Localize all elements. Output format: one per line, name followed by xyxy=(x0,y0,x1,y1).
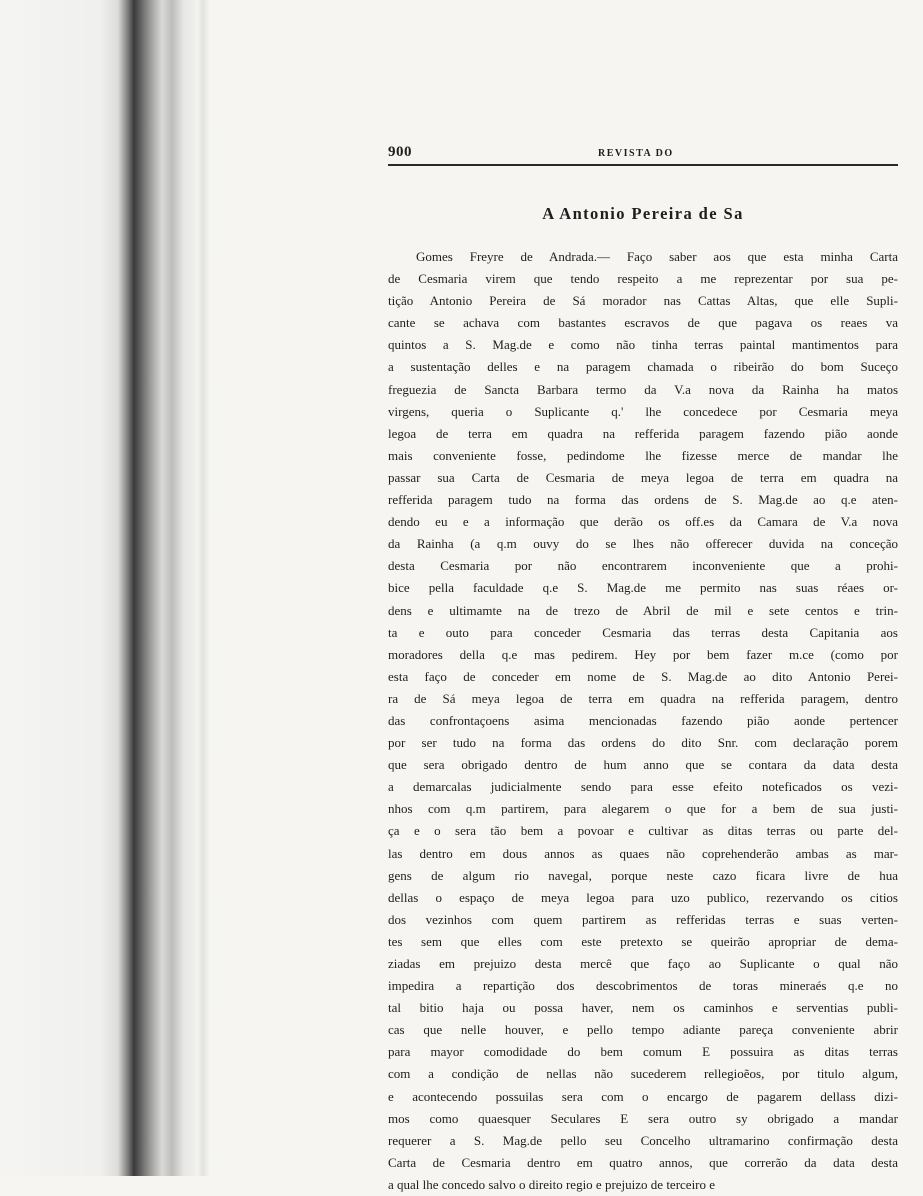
text-line: tal bitio haja ou possa haver, nem os caminhos e serventias publi- xyxy=(388,1000,898,1016)
text-line: Gomes Freyre de Andrada.— Faço saber aos que esta minha Carta xyxy=(416,249,898,264)
text-line: impedira a repartição dos descobrimentos de toras mineraés q.e no xyxy=(388,978,898,994)
page-number: 900 xyxy=(388,144,412,160)
text-line: cante se achava com bastantes escravos de que pagava os reaes va xyxy=(388,315,898,331)
text-line: freguezia de Sancta Barbara termo da V.a nova da Rainha ha matos xyxy=(388,381,898,397)
text-line: que sera obrigado dentro de hum anno que se contara da data desta xyxy=(388,757,898,773)
book-page xyxy=(388,140,898,1196)
text-line: de Cesmaria virem que tendo respeito a me reprezentar por sua pe- xyxy=(388,271,898,287)
text-line: tição Antonio Pereira de Sá morador nas Cattas Altas, que elle Supli- xyxy=(388,293,898,309)
journal-title: REVISTA DO xyxy=(598,148,674,159)
text-line: cas que nelle houver, e pello tempo adiante pareça conveniente abrir xyxy=(388,1022,898,1038)
text-line: mos como quaesquer Seculares E sera outro sy obrigado a mandar xyxy=(388,1110,898,1126)
text-line: requerer a S. Mag.de pello seu Concelho ultramarino confirmação desta xyxy=(388,1132,898,1148)
text-line: para mayor comodidade do bem comum E possuira as ditas terras xyxy=(388,1044,898,1060)
text-line: das confrontaçoens asima mencionadas fazendo pião aonde pertencer xyxy=(388,712,898,728)
text-line: ta e outo para conceder Cesmaria das terras desta Capitania aos xyxy=(388,624,898,640)
text-line: e acontecendo possuilas sera com o encargo de pagarem dellass dizi- xyxy=(388,1088,898,1104)
text-line: por ser tudo na forma das ordens do dito Snr. com declaração porem xyxy=(388,735,898,751)
text-line: dens e ultimamte na de trezo de Abril de mil e sete centos e trin- xyxy=(388,602,898,618)
text-line: bice pella faculdade q.e S. Mag.de me permito nas suas réaes or- xyxy=(388,580,898,596)
text-line: com a condição de nellas não sucederem rellegioẽos, por titulo algum, xyxy=(388,1066,898,1082)
text-line: dellas o espaço de meya legoa para uzo publico, rezervando os citios xyxy=(388,889,898,905)
article-body xyxy=(388,246,898,1196)
text-line: mais conveniente fosse, pedindome lhe fizesse merce de mandar lhe xyxy=(388,447,898,463)
article-title: A Antonio Pereira de Sa xyxy=(542,204,744,223)
text-line: esta faço de conceder em nome de S. Mag.de ao dito Antonio Perei- xyxy=(388,668,898,684)
text-line: dendo eu e a informação que derão os off.es da Camara de V.a nova xyxy=(388,514,898,530)
text-line: legoa de terra em quadra na refferida paragem fazendo pião aonde xyxy=(388,425,898,441)
text-line: ziadas em prejuizo desta mercê que faço ao Suplicante o qual não xyxy=(388,956,898,971)
text-line: nhos com q.m partirem, para alegarem o que for a bem de sua justi- xyxy=(388,801,898,817)
text-line: passar sua Carta de Cesmaria de meya legoa de terra em quadra na xyxy=(388,469,898,485)
text-line: refferida paragem tudo na forma das ordens de S. Mag.de ao q.e aten- xyxy=(388,492,898,508)
text-line: las dentro em dous annos as quaes não coprehenderão ambas as mar- xyxy=(388,845,898,861)
text-line: a sustentação delles e na paragem chamada o ribeirão do bom Suceço xyxy=(388,359,898,375)
text-line: da Rainha (a q.m ouvy do se lhes não offerecer duvida na conceção xyxy=(388,536,898,552)
text-line: dos vezinhos com quem partirem as refferidas terras e suas verten- xyxy=(388,911,898,927)
text-line: ra de Sá meya legoa de terra em quadra na refferida paragem, dentro xyxy=(388,690,898,706)
text-line: a qual lhe concedo salvo o direito regio e prejuizo de terceiro e xyxy=(388,1176,716,1192)
text-line: virgens, queria o Suplicante q.' lhe concedece por Cesmaria meya xyxy=(388,403,898,419)
text-line: desta Cesmaria por não encontrarem inconveniente que a prohi- xyxy=(388,558,898,574)
text-line: quintos a S. Mag.de e como não tinha terras paintal mantimentos para xyxy=(388,337,898,353)
binding-spine xyxy=(196,0,210,1176)
text-line: gens de algum rio navegal, porque neste cazo ficara livre de hua xyxy=(388,867,898,883)
text-line: tes sem que elles com este pretexto se queirão apropriar de dema- xyxy=(388,933,898,949)
text-line: a demarcalas judicialmente sendo para esse efeito noteficados os vezi- xyxy=(388,779,898,795)
text-line: moradores della q.e mas pedirem. Hey por bem fazer m.ce (como por xyxy=(388,646,898,662)
running-head xyxy=(388,140,898,166)
text-line: ça e o sera tão bem a povoar e cultivar as ditas terras ou parte del- xyxy=(388,823,898,839)
text-line: Carta de Cesmaria dentro em quatro annos, que correrão da data desta xyxy=(388,1154,898,1170)
